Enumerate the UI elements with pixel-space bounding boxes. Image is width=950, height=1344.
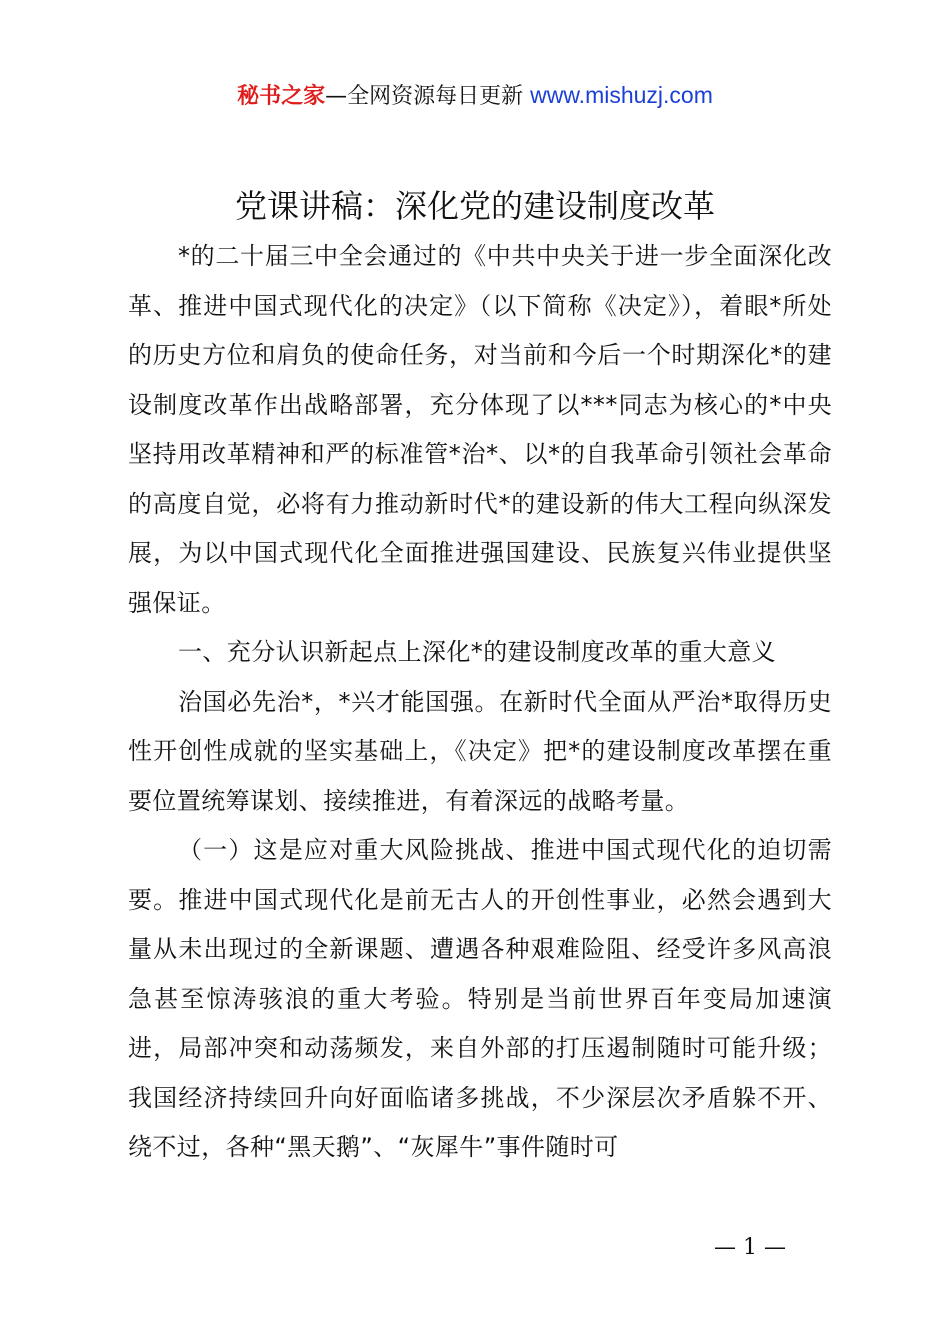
site-header — [0, 78, 950, 114]
intro-paragraph: *的二十届三中全会通过的《中共中央关于进一步全面深化改革、推进中国式现代化的决定》（以下简称《决定》），着眼*所处的历史方位和肩负的使命任务，对当前和今后一个时期深化*的建设制度改革作出战略部署，充分体现了以***同志为核心的*中央坚持用改革精神和严的标准管*治*、以*的自我革命引领社会革命的高度自觉，必将有力推动新时代*的建设新的伟大工程向纵深发展，为以中国式现代化全面推进强国建设、民族复兴伟业提供坚强保证。 — [128, 242, 832, 617]
site-tagline: —全网资源每日更新 — [325, 84, 531, 109]
site-url-link[interactable]: www.mishuzj.com — [530, 82, 713, 108]
page-number: — 1 — — [714, 1235, 786, 1260]
section-heading: 一、充分认识新起点上深化*的建设制度改革的重大意义 — [178, 638, 776, 666]
site-brand: 秘书之家 — [237, 84, 326, 109]
body-paragraph: （一）这是应对重大风险挑战、推进中国式现代化的迫切需要。推进中国式现代化是前无古人的开创性事业，必然会遇到大量从未出现过的全新课题、遭遇各种艰难险阻、经受许多风高浪急甚至惊涛骇浪的重大考验。特别是当前世界百年变局加速演进，局部冲突和动荡频发，来自外部的打压遏制随时可能升级；我国经济持续回升向好面临诸多挑战，不少深层次矛盾躲不开、绕不过，各种“黑天鹅”、“灰犀牛”事件随时可 — [128, 836, 832, 1161]
document-title: 党课讲稿：深化党的建设制度改革 — [234, 187, 715, 225]
body-paragraph: 治国必先治*，*兴才能国强。在新时代全面从严治*取得历史性开创性成就的坚实基础上，《决定》把*的建设制度改革摆在重要位置统筹谋划、接续推进，有着深远的战略考量。 — [128, 687, 832, 815]
document-body — [128, 232, 832, 1173]
